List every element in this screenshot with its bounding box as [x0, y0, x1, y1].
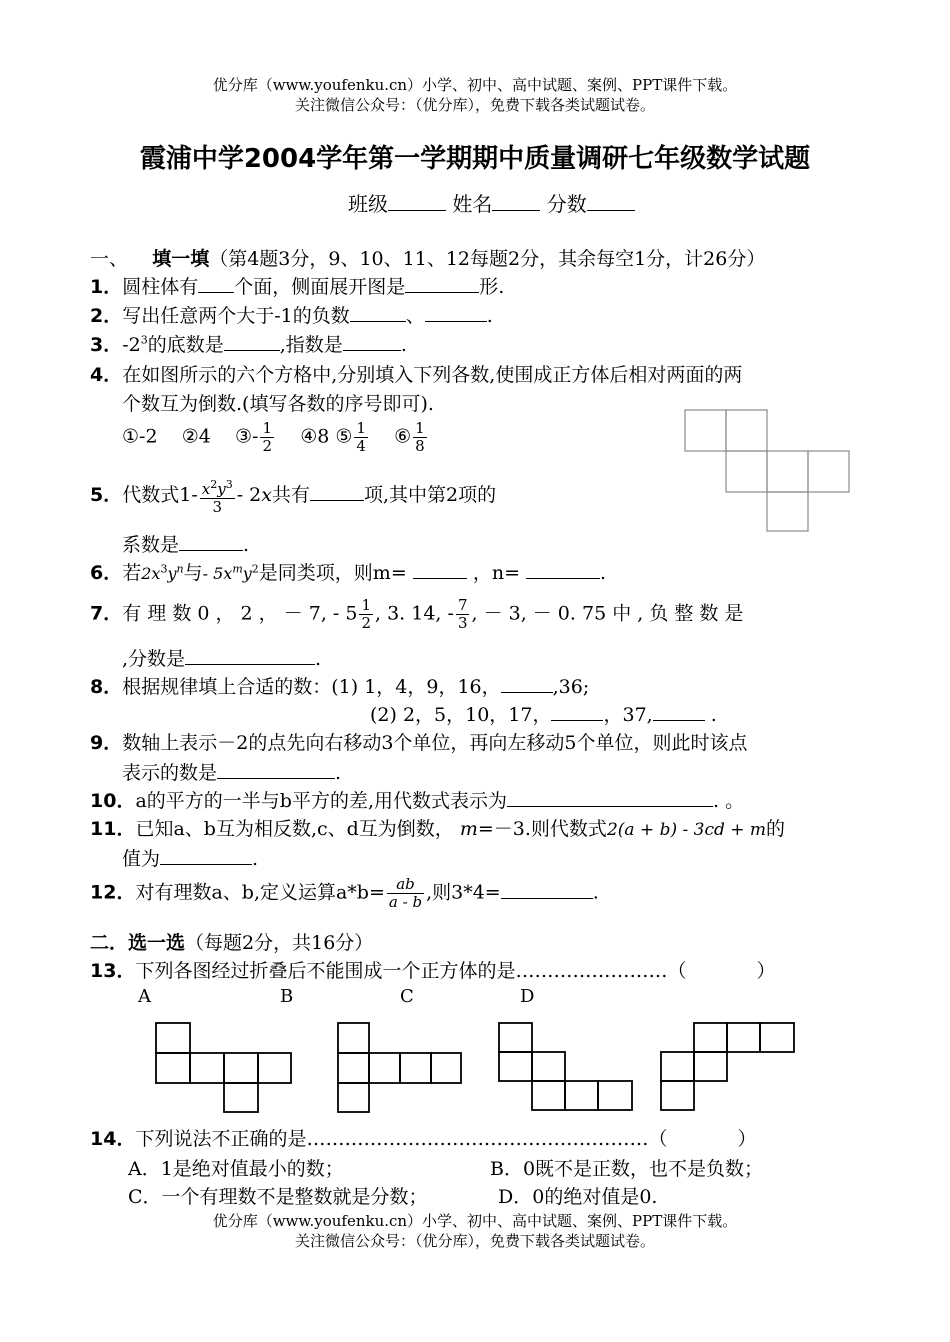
q4-option-1: ①-2 [122, 425, 158, 448]
q4-frac-3: $\frac{1}{2}$ [262, 419, 273, 455]
q1-blank-1[interactable] [198, 273, 234, 293]
q14-option-a[interactable]: A．1是绝对值最小的数； [128, 1158, 344, 1180]
q9-line2-text: 表示的数是 [122, 762, 218, 784]
q13-label-c: C [400, 986, 414, 1007]
q3-exponent: 3 [140, 333, 148, 347]
question-4 [90, 360, 742, 387]
q7-text-b: , 3. 14, - [375, 602, 454, 625]
q2-text-a: 写出任意两个大于-1的负数 [122, 305, 350, 327]
q1-text-b: 个面，侧面展开图是 [234, 276, 406, 298]
name-blank[interactable] [492, 190, 540, 211]
q6-text-d: ，n= [472, 562, 520, 584]
q4-frac-5: $\frac{1}{4}$ [356, 419, 366, 455]
section2-note: （每题2分，共16分） [185, 932, 374, 954]
q3-text-b: 的底数是 [147, 334, 224, 356]
q8-text-b: ,36; [552, 676, 590, 698]
q13-close: ） [756, 960, 776, 982]
q6-term-2: - $5x^my^2$ [202, 562, 259, 583]
q7-frac: $\frac{7}{3}$ [457, 596, 468, 632]
q7-text-a: 有 理 数 0 ， 2 ， － 7, - 5 [122, 602, 358, 625]
q11-text-c: 的 [766, 818, 786, 840]
q3-blank-1[interactable] [224, 331, 280, 351]
q4-num: 4． [90, 364, 123, 386]
q9-line1: 数轴上表示－2的点先向右移动3个单位，再向左移动5个单位，则此时该点 [122, 732, 748, 754]
q4-frac-6: $\frac{1}{8}$ [415, 419, 425, 455]
q8-blank-2[interactable] [551, 701, 603, 721]
q1-num: 1． [90, 276, 123, 298]
q2-blank-2[interactable] [425, 302, 487, 322]
q13-label-a: A [138, 986, 151, 1007]
q6-text-c: 是同类项，则m= [258, 562, 407, 584]
q12-text-a: 对有理数a、b,定义运算a*b= [135, 881, 385, 904]
q14-option-c[interactable]: C．一个有理数不是整数就是分数； [128, 1186, 428, 1208]
q14-text: 下列说法不正确的是………………………………………………（ [135, 1128, 668, 1150]
q4-option-5: ⑤ [335, 425, 353, 448]
q7-blank[interactable] [185, 645, 315, 665]
footer-line-1: 优分库（www.youfenku.cn）小学、初中、高中试题、案例、PPT课件下载。 [212, 1212, 738, 1230]
q11-text-b: =－3.则代数式 [477, 818, 607, 840]
q6-text-a: 若 [122, 562, 142, 584]
score-label: 分数 [546, 192, 587, 216]
q5-term: - 2 [236, 484, 262, 506]
q2-num: 2． [90, 305, 123, 327]
q1-text-c: 形. [479, 276, 505, 298]
section2-heading [90, 928, 373, 955]
q10-text: a的平方的一半与b平方的差,用代数式表示为 [135, 790, 507, 812]
q4-options [122, 420, 429, 455]
q8-num: 8． [90, 676, 123, 698]
q14-close: ） [737, 1128, 757, 1150]
question-5 [90, 476, 496, 516]
q5-text-c: 共有 [271, 484, 310, 506]
q11-expression: 2(a + b) - 3cd + m [606, 820, 767, 840]
q4-option-4: ④8 [300, 425, 330, 448]
q6-blank-m[interactable] [413, 559, 467, 579]
section1-note: （第4题3分，9、10、11、12每题2分，其余每空1分，计26分） [209, 248, 766, 270]
q10-end: . 。 [712, 790, 745, 812]
q7-end: . [315, 648, 322, 670]
q9-blank[interactable] [217, 759, 335, 779]
q2-text-b: 、 [405, 305, 425, 327]
score-blank[interactable] [587, 190, 635, 211]
q4-option-6: ⑥ [394, 425, 412, 448]
q14-num: 14． [90, 1128, 136, 1150]
q5-blank-2[interactable] [179, 531, 243, 551]
header-line-1: 优分库（www.youfenku.cn）小学、初中、高中试题、案例、PPT课件下载。 [212, 76, 738, 94]
q4-option-3: ③- [235, 425, 259, 448]
q14-option-d[interactable]: D．0的绝对值是0. [498, 1186, 658, 1208]
q3-text-c: ,指数是 [279, 334, 343, 356]
question-1 [90, 272, 504, 299]
page-title: 霞浦中学2004学年第一学期期中质量调研七年级数学试题 [139, 144, 811, 174]
q11-m: m [459, 818, 478, 840]
question-2 [90, 301, 493, 328]
q8-text-e: . [710, 704, 717, 726]
q8-line2 [370, 700, 717, 727]
class-label: 班级 [348, 192, 388, 216]
q7-text-c: , － 3, － 0. 75 中 , 负 整 数 是 [471, 602, 744, 625]
q4-line1: 在如图所示的六个方格中,分别填入下列各数,使围成正方体后相对两面的两 [122, 364, 743, 386]
student-info [348, 188, 635, 217]
q5-end: . [243, 534, 250, 556]
question-10 [90, 786, 744, 813]
q1-text-a: 圆柱体有 [122, 276, 199, 298]
q8-blank-1[interactable] [501, 673, 553, 693]
q5-text-a: 代数式1- [122, 484, 198, 506]
q1-blank-2[interactable] [405, 273, 479, 293]
q10-num: 10． [90, 790, 136, 812]
q13-label-d: D [520, 986, 535, 1007]
q5-line2-text: 系数是 [122, 534, 180, 556]
q6-text-b: 与 [183, 562, 203, 584]
q11-blank[interactable] [160, 845, 252, 865]
q12-end: . [592, 881, 599, 904]
q13-label-b: B [280, 986, 294, 1007]
q7-num: 7． [90, 602, 123, 625]
q3-blank-2[interactable] [343, 331, 401, 351]
q3-text-d: . [400, 334, 407, 356]
q7-line2-text: ,分数是 [122, 648, 186, 670]
q3-base: -2 [122, 334, 141, 356]
footer-line-2: 关注微信公众号：（优分库），免费下载各类试题试卷。 [294, 1232, 655, 1250]
question-6 [90, 558, 606, 585]
q14-option-b[interactable]: B．0既不是正数，也不是负数； [490, 1158, 764, 1180]
section1-heading [90, 244, 765, 271]
q12-blank[interactable] [501, 879, 593, 899]
section1-title: 填一填 [152, 248, 210, 270]
q4-option-2: ②4 [181, 425, 211, 448]
header-line-2: 关注微信公众号：（优分库），免费下载各类试题试卷。 [294, 96, 655, 114]
q6-term-1: $2x^3y^n$ [141, 562, 184, 583]
question-3 [90, 330, 407, 357]
q5-line2 [122, 530, 249, 557]
q9-end: . [335, 762, 342, 784]
question-14 [90, 1124, 756, 1151]
q3-num: 3． [90, 334, 123, 356]
question-11 [90, 814, 785, 841]
section1-num: 一、 [90, 248, 129, 270]
q7-line2 [122, 644, 321, 671]
section2-title: 选一选 [128, 932, 186, 954]
q4-line2: 个数互为倒数.(填写各数的序号即可). [122, 393, 434, 415]
q11-text-a: 已知a、b互为相反数,c、d互为倒数， [135, 818, 454, 840]
q11-line2 [122, 844, 258, 871]
q2-text-c: . [486, 305, 493, 327]
class-blank[interactable] [388, 190, 446, 211]
q5-num: 5． [90, 484, 123, 506]
q5-blank-1[interactable] [310, 481, 364, 501]
q13-net-c[interactable] [498, 1022, 634, 1112]
q6-text-e: . [600, 562, 607, 584]
q12-num: 12． [90, 881, 136, 904]
q13-text: 下列各图经过折叠后不能围成一个正方体的是……………………（ [135, 960, 687, 982]
q8-blank-3[interactable] [653, 701, 705, 721]
q13-num: 13． [90, 960, 136, 982]
q2-blank-1[interactable] [350, 302, 406, 322]
question-12 [90, 876, 599, 911]
name-label: 姓名 [452, 192, 493, 216]
q5-x: x [261, 484, 272, 506]
question-9 [90, 728, 748, 755]
q8-seq-2: (2) 2，5，10，17， [370, 704, 552, 726]
q11-num: 11． [90, 818, 136, 840]
q5-text-d: 项,其中第2项的 [364, 484, 497, 506]
q6-num: 6． [90, 562, 123, 584]
q13-net-d[interactable] [660, 1022, 796, 1112]
q5-fraction: $\frac{x^2y^3}{3}$ [201, 478, 233, 516]
q8-seq-1: 根据规律填上合适的数：(1) 1，4，9，16， [122, 676, 501, 698]
q12-text-b: ,则3*4= [426, 881, 501, 904]
q9-line2 [122, 758, 341, 785]
section2-num: 二． [90, 932, 129, 954]
q13-net-b[interactable] [337, 1022, 463, 1114]
q9-num: 9． [90, 732, 123, 754]
question-7 [90, 597, 743, 632]
q10-blank[interactable] [507, 787, 713, 807]
question-13 [90, 956, 775, 983]
q7-mixed-frac: $\frac{1}{2}$ [361, 596, 371, 632]
q12-fraction: $\frac{ab}{a - b}$ [388, 875, 423, 911]
question-8 [90, 672, 589, 699]
q11-line2-text: 值为 [122, 848, 161, 870]
q13-net-a[interactable] [155, 1022, 293, 1114]
q8-text-d: ，37, [603, 704, 653, 726]
q6-blank-n[interactable] [526, 559, 600, 579]
q4-cube-net [684, 409, 852, 533]
q11-end: . [252, 848, 259, 870]
